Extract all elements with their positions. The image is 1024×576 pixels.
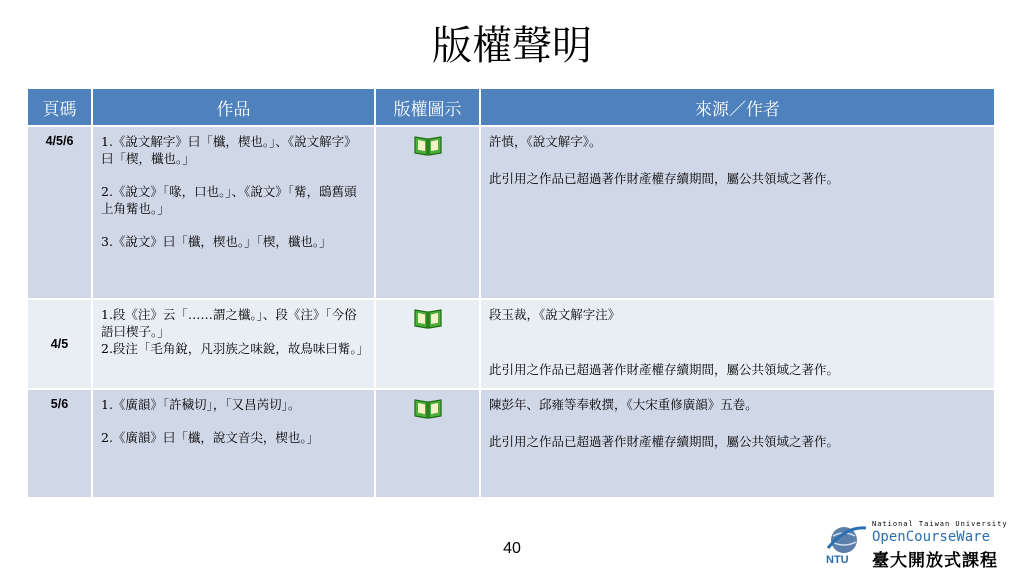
work-item: 3.《說文》曰「櫼，楔也。」「楔，櫼也。」 <box>101 234 332 249</box>
source-author: 段玉裁，《說文解字注》 <box>489 307 621 322</box>
public-domain-note: 此引用之作品已超過著作財產權存續期間，屬公共領域之著作。 <box>489 171 840 186</box>
source-cell <box>480 126 994 299</box>
source-cell <box>480 389 994 497</box>
table-row <box>28 299 994 389</box>
logo-chinese-name: 臺大開放式課程 <box>872 551 998 571</box>
copyright-table <box>28 89 994 497</box>
source-author: 陳彭年、邱雍等奉敕撰，《大宋重修廣韻》五卷。 <box>489 397 758 412</box>
public-domain-book-icon <box>413 396 443 420</box>
work-cell <box>92 126 375 299</box>
ntu-abbr: NTU <box>826 554 849 566</box>
column-header-work: 作品 <box>92 89 375 126</box>
page-title: 版權聲明 <box>432 23 592 69</box>
source-cell <box>480 299 994 389</box>
globe-logo-icon <box>824 522 868 556</box>
public-domain-note: 此引用之作品已超過著作財產權存續期間，屬公共領域之著作。 <box>489 362 840 377</box>
logo-ocw-name: OpenCourseWare <box>872 529 991 545</box>
page-cell: 5/6 <box>28 389 92 497</box>
table-header-row <box>28 89 994 126</box>
table-row <box>28 389 994 497</box>
public-domain-book-icon <box>413 306 443 330</box>
copyright-icon-cell <box>375 126 480 299</box>
column-header-source: 來源／作者 <box>480 89 994 126</box>
work-cell <box>92 299 375 389</box>
work-item: 1.《說文解字》曰「櫼，楔也。」、《說文解字》曰「楔，櫼也。」 <box>101 134 357 166</box>
copyright-icon-cell <box>375 389 480 497</box>
column-header-icon: 版權圖示 <box>375 89 480 126</box>
page-cell: 4/5/6 <box>28 126 92 299</box>
slide-page-number: 40 <box>503 540 521 557</box>
work-item: 2.《廣韻》曰「櫼，說文音尖，楔也。」 <box>101 430 320 445</box>
table-row <box>28 126 994 299</box>
page-cell: 4/5 <box>28 299 92 389</box>
work-item: 2.《說文》「喙，口也。」、《說文》「觜，鴟舊頭上角觜也。」 <box>101 184 357 216</box>
public-domain-book-icon <box>413 133 443 157</box>
work-item: 1.段《注》云「……謂之櫼。」、段《注》「今俗語曰楔子。」 <box>101 307 357 339</box>
source-author: 許慎，《說文解字》。 <box>489 134 602 149</box>
work-item: 1.《廣韻》「許穢切」，「又昌芮切」。 <box>101 397 301 412</box>
work-cell <box>92 389 375 497</box>
work-item: 2.段注「毛角銳，凡羽族之味銳，故鳥味曰觜。」 <box>101 341 370 356</box>
public-domain-note: 此引用之作品已超過著作財產權存續期間，屬公共領域之著作。 <box>489 434 840 449</box>
ntu-ocw-logo <box>822 518 1012 570</box>
copyright-icon-cell <box>375 299 480 389</box>
column-header-page: 頁碼 <box>28 89 92 126</box>
logo-university-name: National Taiwan University <box>872 520 1008 528</box>
